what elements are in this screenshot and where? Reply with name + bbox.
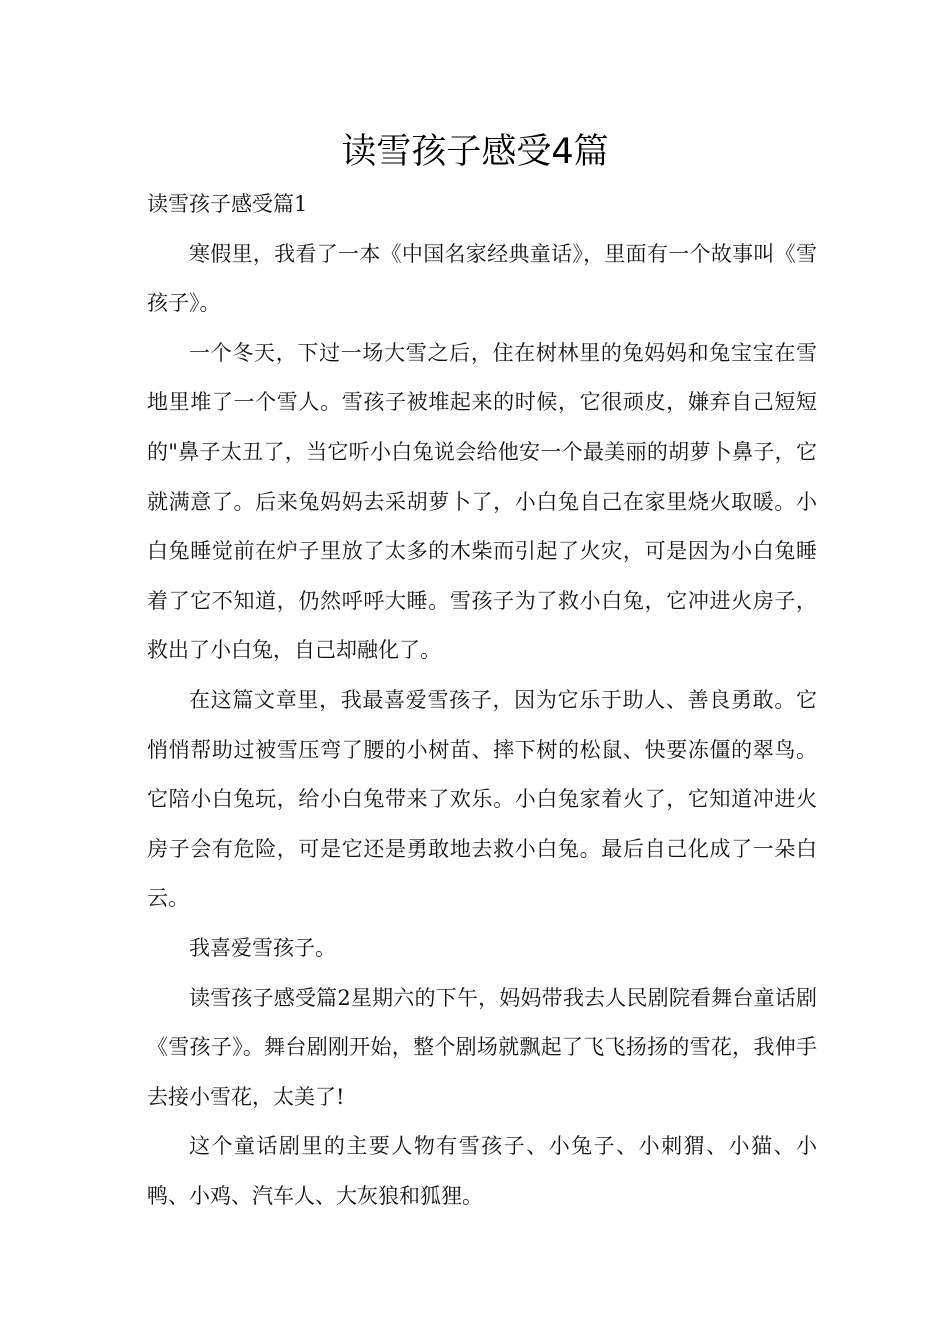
paragraph: 在这篇文章里，我最喜爱雪孩子，因为它乐于助人、善良勇敢。它悄悄帮助过被雪压弯了腰的小树苗、摔下树的松鼠、快要冻僵的翠鸟。它陪小白兔玩，给小白兔带来了欢乐。小白兔家着火了，它知道冲进火房子会有危险，可是它还是勇敢地去救小白兔。最后自己化成了一朵白云。 (147, 687, 817, 911)
document-body (147, 180, 817, 1221)
paragraph: 这个童话剧里的主要人物有雪孩子、小兔子、小刺猬、小猫、小鸭、小鸡、汽车人、大灰狼和狐狸。 (147, 1134, 817, 1208)
document-title: 读雪孩子感受4篇 (341, 132, 609, 172)
paragraph: 一个冬天，下过一场大雪之后，住在树林里的兔妈妈和兔宝宝在雪地里堆了一个雪人。雪孩子被堆起来的时候，它很顽皮，嫌弃自己短短的"鼻子太丑了，当它听小白兔说会给他安一个最美丽的胡萝卜鼻子，它就满意了。后来兔妈妈去采胡萝卜了，小白兔自己在家里烧火取暖。小白兔睡觉前在炉子里放了太多的木柴而引起了火灾，可是因为小白兔睡着了它不知道，仍然呼呼大睡。雪孩子为了救小白兔，它冲进火房子，救出了小白兔，自己却融化了。 (147, 340, 817, 663)
section-heading-1: 读雪孩子感受篇1 (147, 192, 308, 216)
paragraph: 我喜爱雪孩子。 (189, 935, 336, 960)
paragraph: 读雪孩子感受篇2星期六的下午，妈妈带我去人民剧院看舞台童话剧《雪孩子》。舞台剧刚开始，整个剧场就飘起了飞飞扬扬的雪花，我伸手去接小雪花，太美了! (147, 985, 817, 1109)
paragraph: 寒假里，我看了一本《中国名家经典童话》，里面有一个故事叫《雪孩子》。 (147, 241, 817, 316)
